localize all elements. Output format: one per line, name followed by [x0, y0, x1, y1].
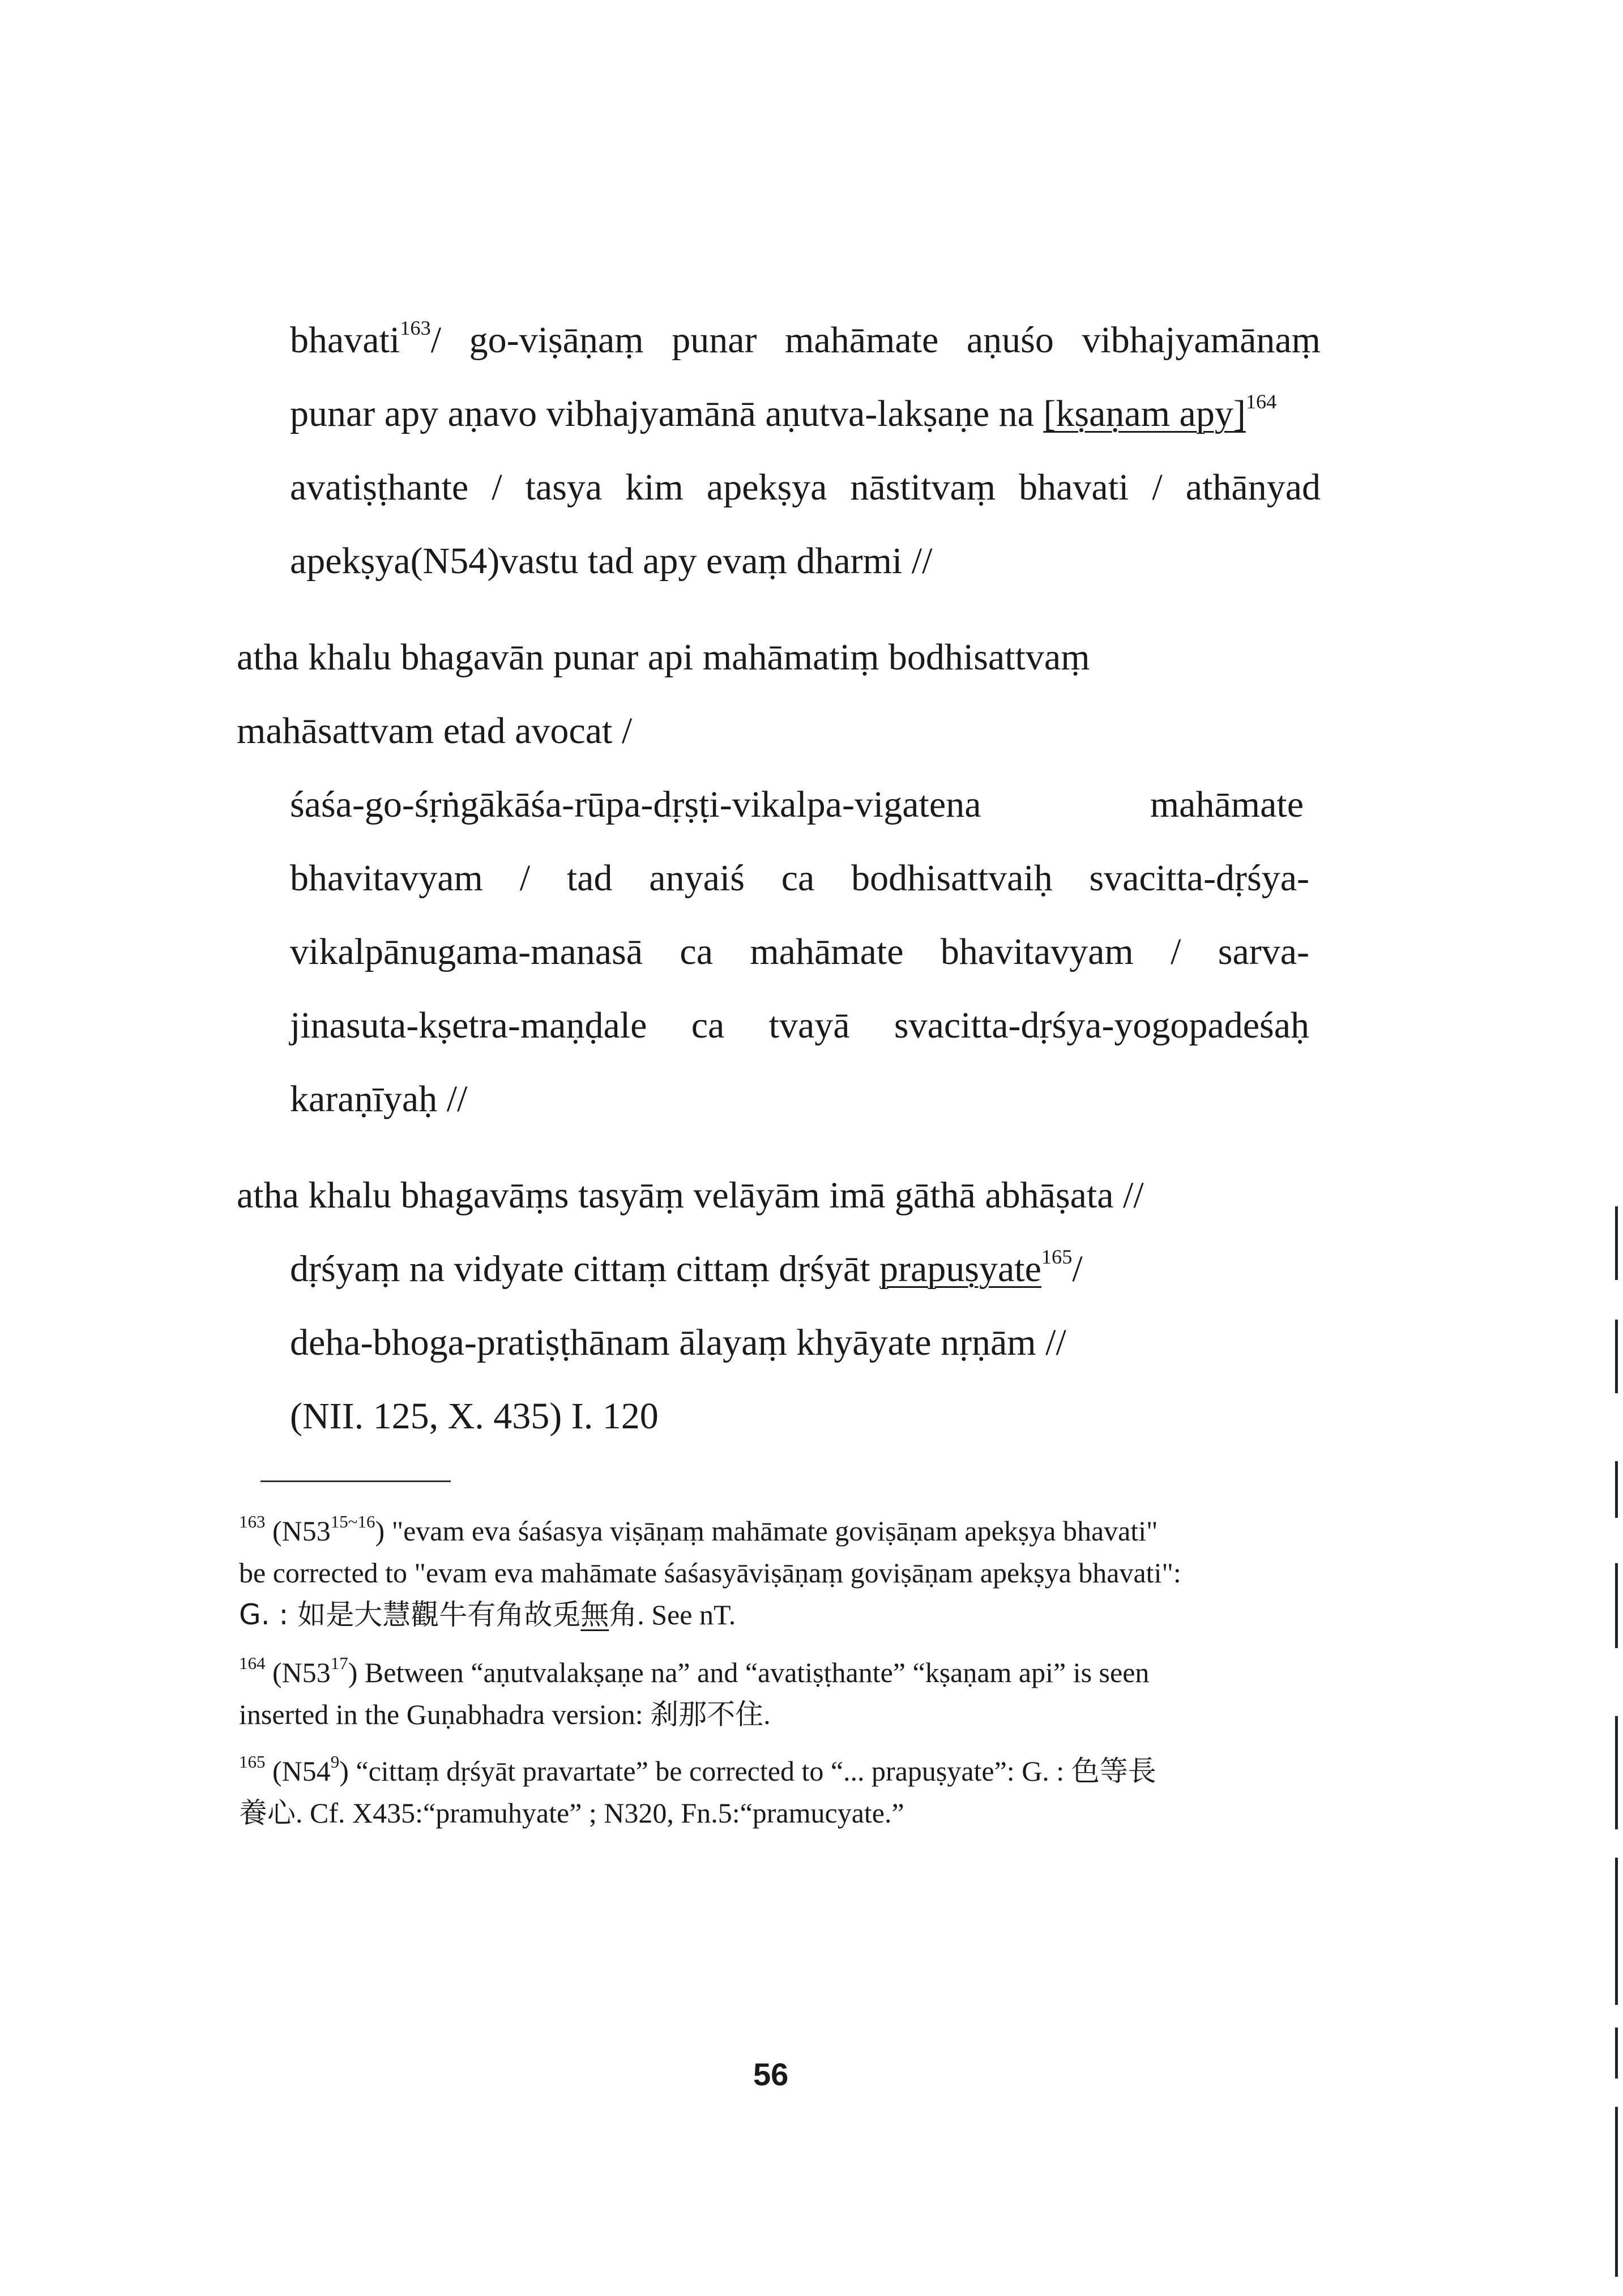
text-line-7: śaśa-go-śṛṅgākāśa-rūpa-dṛṣṭi-vikalpa-vigatena mahāmate: [290, 784, 1304, 825]
underlined-word: prapuṣyate: [879, 1248, 1041, 1290]
underlined-char: 無: [580, 1598, 609, 1631]
footnote-line: [239, 1651, 1321, 1693]
footnote-ref-164: 164: [1245, 390, 1277, 413]
text-line-14: deha-bhoga-pratiṣṭhānam ālayaṃ khyāyate nṛṇām //: [290, 1322, 1066, 1363]
text-line-9: vikalpānugama-manasā ca mahāmate bhavitavyam / sarva-: [290, 931, 1309, 972]
text-segment: bhavati: [290, 319, 400, 361]
footnote-line: 養心. Cf. X435:“pramuhyate” ; N320, Fn.5:“pramucyate.”: [239, 1797, 904, 1829]
footnote-165: [239, 1750, 1321, 1834]
text-segment: dṛśyaṃ na vidyate cittaṃ cittaṃ dṛśyāt: [290, 1248, 880, 1290]
text-line-6: mahāsattvam etad avocat /: [237, 710, 633, 752]
footnote-ref-165: 165: [1041, 1245, 1073, 1269]
text-segment: punar apy aṇavo vibhajyamānā aṇutva-lakṣaṇe na: [290, 393, 1044, 434]
footnote-line: inserted in the Guṇabhadra version: 刹那不住.: [239, 1698, 771, 1730]
scan-edge-mark: [1615, 2107, 1618, 2277]
text-line-11: karaṇīyaḥ //: [290, 1078, 468, 1120]
scan-edge-mark: [1615, 1716, 1618, 1829]
text-segment: /: [1072, 1248, 1083, 1290]
footnote-ref-close: ): [375, 1515, 385, 1547]
footnote-line: [239, 1750, 1321, 1792]
footnote-ref-close: ): [348, 1657, 358, 1688]
footnote-number: 163: [239, 1511, 266, 1531]
text-line-3: avatiṣṭhante / tasya kim apekṣya nāstitvaṃ bhavati / athānyad: [290, 467, 1321, 508]
footnote-separator: [260, 1480, 451, 1482]
footnote-text: “cittaṃ dṛśyāt pravartate” be corrected to “... prapuṣyate”: G. : 色等長: [356, 1755, 1156, 1787]
footnote-ref: (N53: [272, 1515, 331, 1547]
footnote-line: [239, 1510, 1321, 1552]
footnote-ref-sup: 17: [330, 1653, 348, 1673]
footnote-text: G. : 如是大慧觀牛有角故兎: [239, 1598, 581, 1631]
text-line-10: jinasuta-kṣetra-maṇḍale ca tvayā svacitta-dṛśya-yogopadeśaḥ: [290, 1005, 1309, 1046]
footnote-163: [239, 1510, 1321, 1636]
text-line-12: atha khalu bhagavāṃs tasyāṃ velāyām imā gāthā abhāṣata //: [237, 1175, 1144, 1216]
text-line-13: [290, 1245, 1083, 1290]
text-segment: / go-viṣāṇaṃ punar mahāmate aṇuśo vibhajyamānaṃ: [430, 319, 1321, 361]
footnote-ref-sup: 9: [330, 1751, 340, 1772]
scan-edge-mark: [1615, 1320, 1618, 1393]
text-line-8: bhavitavyam / tad anyaiś ca bodhisattvaiḥ svacitta-dṛśya-: [290, 857, 1309, 899]
scan-edge-mark: [1615, 1563, 1618, 1648]
scan-edge-mark: [1615, 1461, 1618, 1518]
footnote-line: [239, 1594, 1321, 1636]
footnote-ref: (N54: [272, 1755, 331, 1787]
scan-edge-mark: [1615, 2028, 1618, 2079]
footnote-number: 165: [239, 1751, 266, 1772]
underlined-phrase: [kṣaṇam apy]: [1043, 393, 1246, 434]
footnote-text: "evam eva śaśasya viṣāṇaṃ mahāmate goviṣāṇam apekṣya bhavati": [391, 1515, 1158, 1547]
footnote-164: [239, 1651, 1321, 1735]
footnote-number: 164: [239, 1653, 266, 1673]
text-line-15: (NII. 125, X. 435) I. 120: [290, 1395, 659, 1437]
text-line-1: [290, 317, 1321, 361]
footnote-text: 角. See nT.: [609, 1599, 736, 1631]
text-line-4: apekṣya(N54)vastu tad apy evaṃ dharmi //: [290, 540, 933, 582]
footnote-ref-close: ): [339, 1755, 349, 1787]
scan-edge-mark: [1615, 1206, 1618, 1280]
scan-edge-mark: [1615, 1858, 1618, 2005]
footnote-ref-163: 163: [400, 317, 431, 340]
footnote-ref: (N53: [272, 1657, 331, 1688]
text-line-5: atha khalu bhagavān punar api mahāmatiṃ bodhisattvaṃ: [237, 637, 1090, 678]
page-number: 56: [753, 2056, 789, 2092]
text-line-2: [290, 390, 1277, 434]
footnote-ref-sup: 15~16: [330, 1511, 375, 1531]
footnote-text: Between “aṇutvalakṣaṇe na” and “avatiṣṭhante” “kṣaṇam api” is seen: [364, 1657, 1150, 1688]
footnote-line: be corrected to "evam eva mahāmate śaśasyāviṣāṇaṃ goviṣāṇam apekṣya bhavati":: [239, 1557, 1181, 1589]
